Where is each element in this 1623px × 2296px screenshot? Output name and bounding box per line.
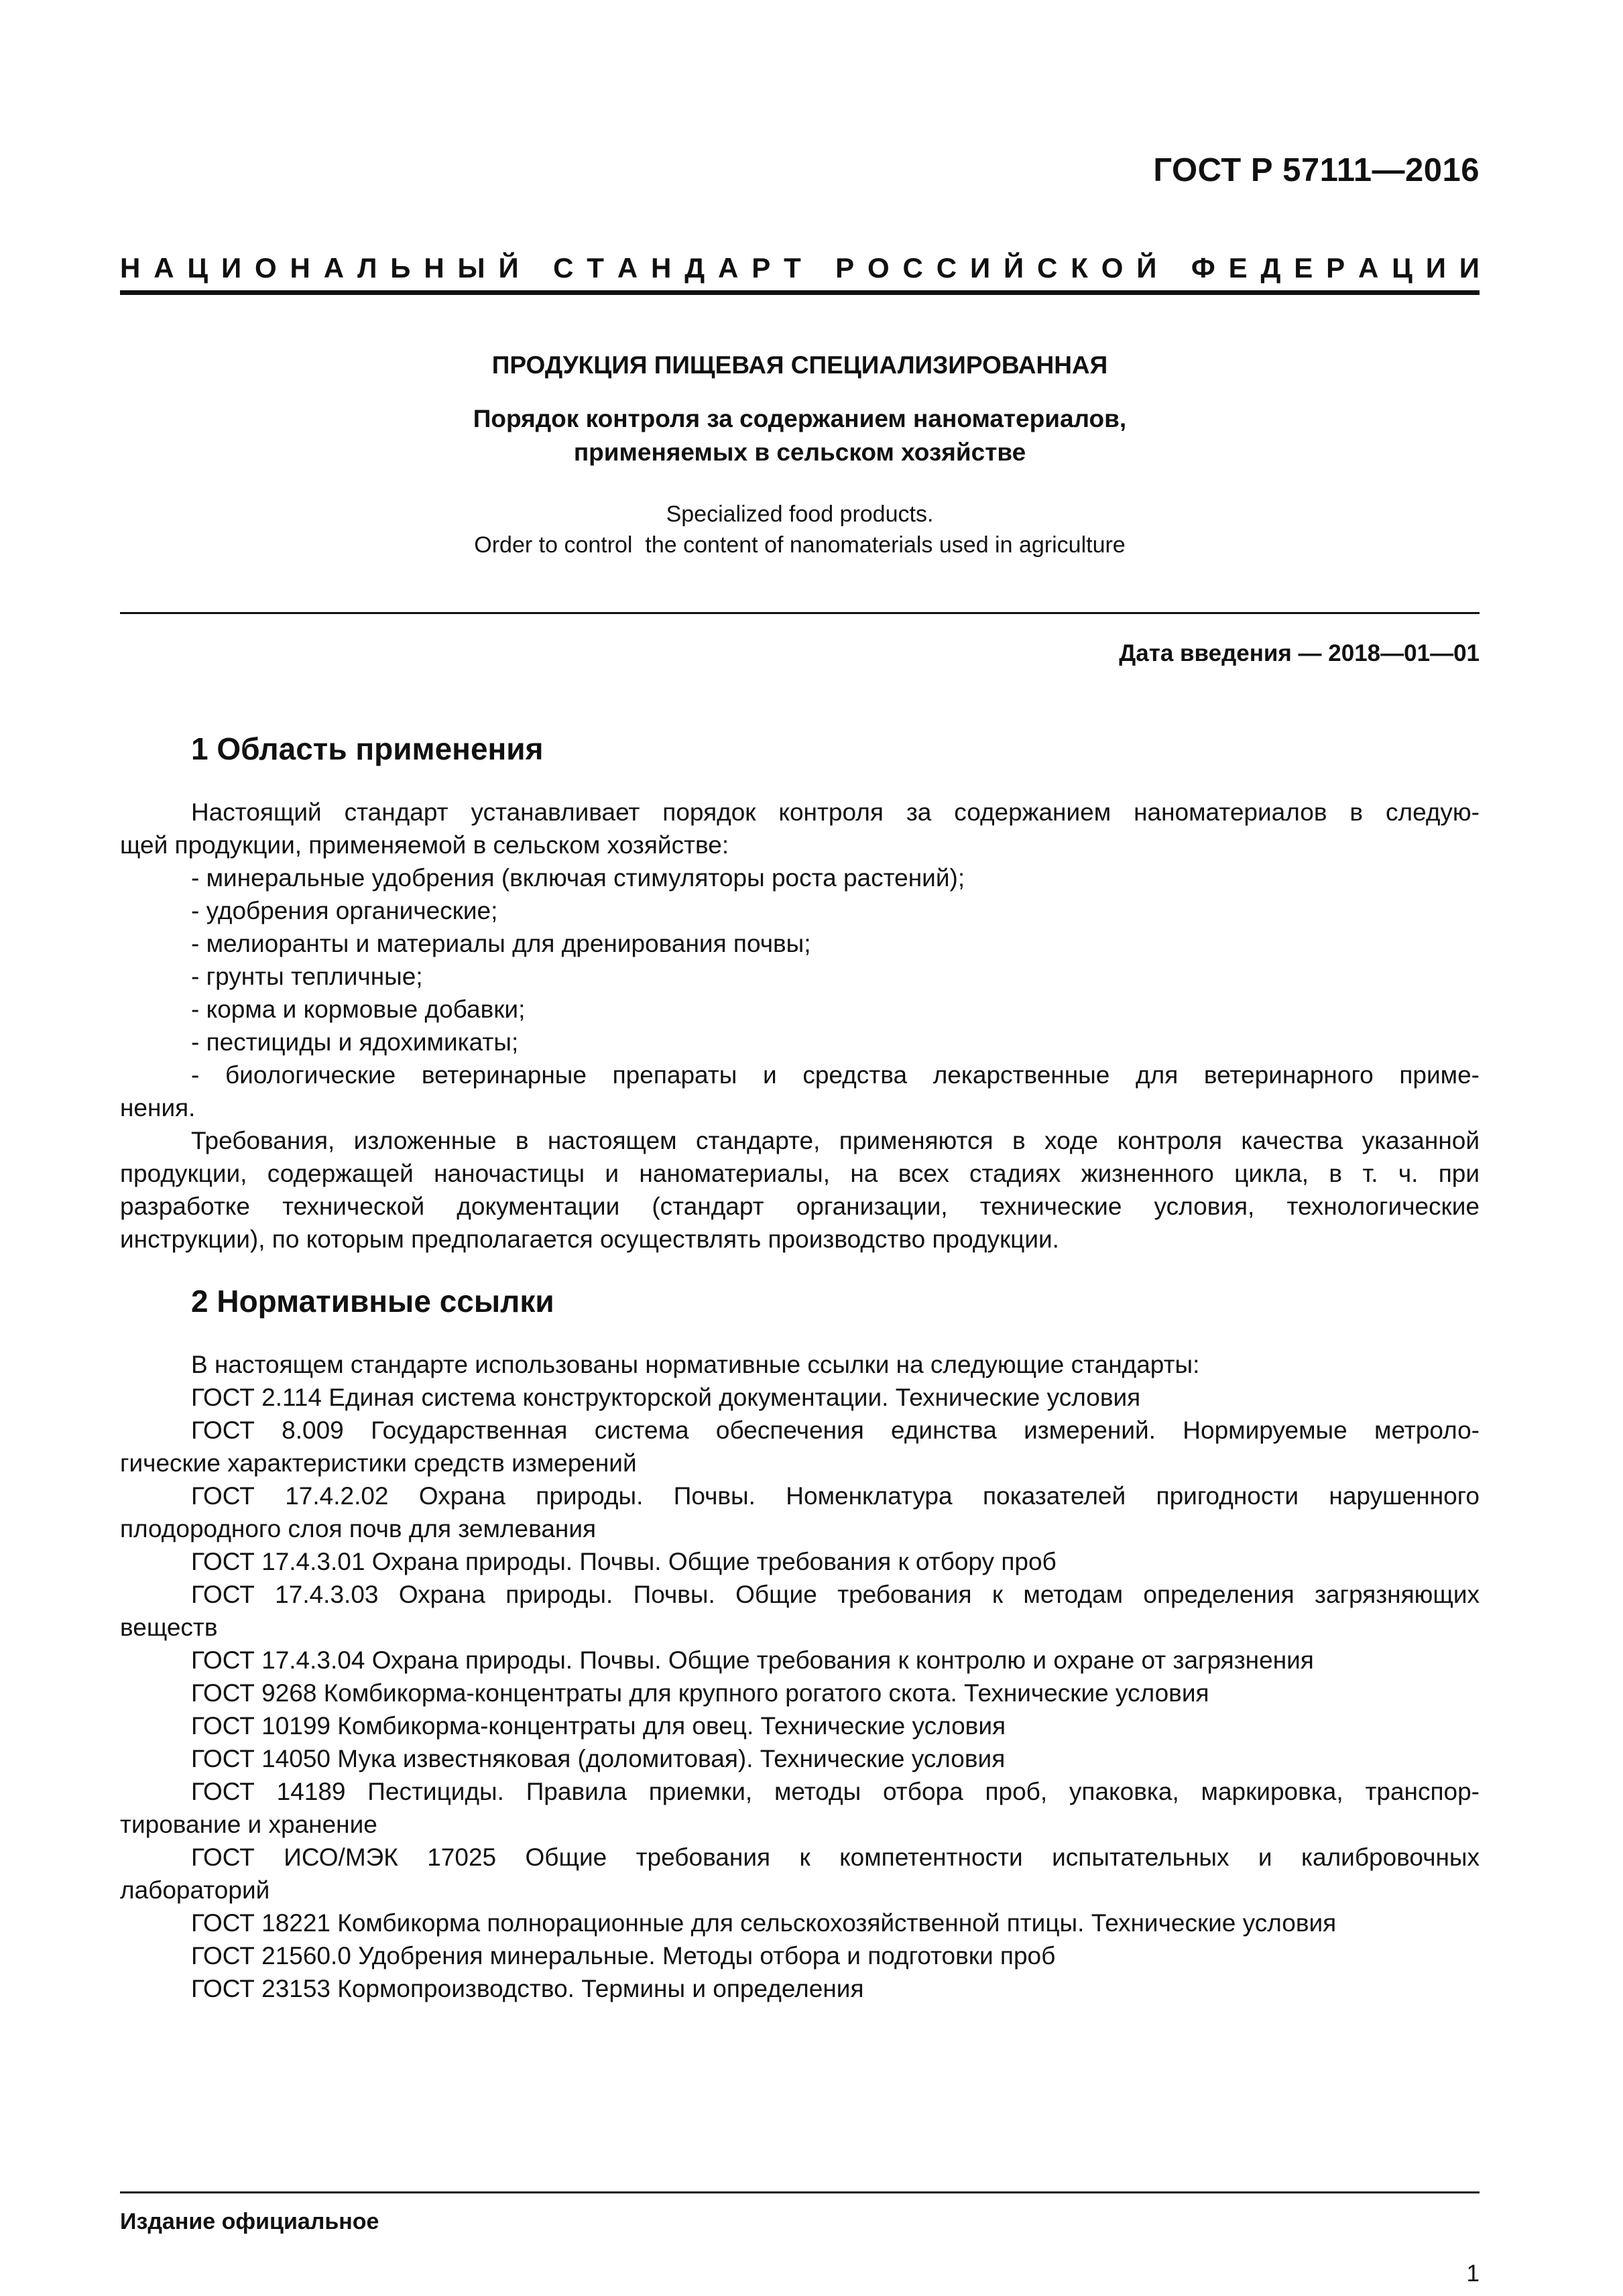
header-letter: О [1101, 252, 1124, 284]
section-1-heading: 1 Область применения [191, 731, 544, 766]
header-word-gap [532, 252, 540, 284]
introduction-date: Дата введения — 2018—01—01 [1119, 640, 1480, 666]
list-item: - корма и кормовые добавки; [191, 995, 526, 1023]
header-letter: Н [424, 252, 444, 284]
header-letter: Т [784, 252, 801, 284]
header-letter: А [617, 252, 638, 284]
text-line: разработке технической документации (стандарт организации, технические условия, технологические [120, 1193, 1480, 1220]
reference-item: плодородного слоя почв для землевания [120, 1515, 597, 1543]
reference-item: лабораторий [120, 1876, 270, 1904]
header-letter: Р [1326, 252, 1345, 284]
list-item: - минеральные удобрения (включая стимуляторы роста растений); [191, 864, 965, 892]
header-letter: Т [587, 252, 604, 284]
reference-item: ГОСТ 8.009 Государственная система обеспечения единства измерений. Нормируемые метроло- [191, 1416, 1480, 1444]
reference-item: веществ [120, 1614, 218, 1641]
reference-item: ГОСТ 21560.0 Удобрения минеральные. Методы отбора и подготовки проб [191, 1942, 1056, 1970]
reference-item: ГОСТ 17.4.2.02 Охрана природы. Почвы. Номенклатура показателей пригодности нарушенного [191, 1482, 1480, 1510]
reference-item: ГОСТ 14189 Пестициды. Правила приемки, методы отбора проб, упаковка, маркировка, транспор- [191, 1778, 1480, 1805]
section-1-body [120, 796, 1480, 1256]
header-letter: С [553, 252, 574, 284]
page-number: 1 [1466, 2260, 1480, 2287]
text-line: щей продукции, применяемой в сельском хозяйстве: [120, 831, 729, 859]
section-2-heading: 2 Нормативные ссылки [191, 1284, 554, 1319]
header-letter: Е [1228, 252, 1248, 284]
text-line: нения. [120, 1094, 196, 1122]
header-letter: Е [1294, 252, 1313, 284]
subtitle-line-2: применяемых в сельском хозяйстве [573, 438, 1026, 466]
reference-item: ГОСТ 9268 Комбикорма-концентраты для крупного рогатого скота. Технические условия [191, 1679, 1209, 1707]
text-line: Настоящий стандарт устанавливает порядок контроля за содержанием наноматериалов в следую- [191, 798, 1480, 826]
header-letter: И [221, 252, 242, 284]
header-letter: Ф [1191, 252, 1215, 284]
reference-item: ГОСТ 14050 Мука известняковая (доломитовая). Технические условия [191, 1745, 1006, 1772]
header-letter: Й [1003, 252, 1024, 284]
reference-item: тирование и хранение [120, 1811, 377, 1838]
header-letter: А [154, 252, 174, 284]
header-letter: О [867, 252, 890, 284]
header-letter: А [718, 252, 739, 284]
list-item: - грунты тепличные; [191, 963, 423, 990]
text-line: инструкции), по которым предполагается осуществлять производство продукции. [120, 1225, 1059, 1253]
english-title [120, 499, 1480, 560]
header-letter: Ц [1392, 252, 1412, 284]
reference-item: ГОСТ 17.4.3.04 Охрана природы. Почвы. Общие требования к контролю и охране от загрязнения [191, 1646, 1314, 1674]
section-2-body [120, 1348, 1480, 2005]
header-word-gap [1170, 252, 1178, 284]
footer-rule [120, 2191, 1480, 2193]
header-letter: Й [1136, 252, 1157, 284]
document-code: ГОСТ Р 57111—2016 [1153, 152, 1480, 188]
header-letter: Й [498, 252, 519, 284]
subtitle-line-1: Порядок контроля за содержанием наноматериалов, [473, 405, 1127, 432]
header-letter: А [1358, 252, 1379, 284]
header-letter: Ы [457, 252, 485, 284]
header-letter: И [1425, 252, 1446, 284]
reference-item: ГОСТ 18221 Комбикорма полнорационные для сельскохозяйственной птицы. Технические условия [191, 1909, 1337, 1937]
list-item: - биологические ветеринарные препараты и средства лекарственные для ветеринарного приме- [191, 1061, 1480, 1089]
header-letter: Р [835, 252, 855, 284]
header-letter: Д [1260, 252, 1281, 284]
list-item: - удобрения органические; [191, 897, 498, 924]
national-standard-header [120, 252, 1480, 284]
text-line: Требования, изложенные в настоящем стандарте, применяются в ходе контроля качества указанной [191, 1127, 1480, 1154]
title-rule [120, 612, 1480, 614]
reference-item: ГОСТ ИСО/МЭК 17025 Общие требования к компетентности испытательных и калибровочных [191, 1844, 1480, 1871]
english-title-line-1: Specialized food products. [666, 501, 934, 527]
document-title: ПРОДУКЦИЯ ПИЩЕВАЯ СПЕЦИАЛИЗИРОВАННАЯ [491, 351, 1108, 379]
document-subtitle [120, 402, 1480, 469]
header-letter: Л [357, 252, 377, 284]
header-letter: С [1037, 252, 1058, 284]
reference-item: ГОСТ 17.4.3.01 Охрана природы. Почвы. Общие требования к отбору проб [191, 1548, 1057, 1575]
header-letter: И [1459, 252, 1480, 284]
reference-item: ГОСТ 17.4.3.03 Охрана природы. Почвы. Общие требования к методам определения загрязняющих [191, 1581, 1480, 1608]
english-title-line-2: Order to control the content of nanomaterials used in agriculture [474, 532, 1126, 558]
list-item: - мелиоранты и материалы для дренирования почвы; [191, 930, 811, 957]
official-edition-label: Издание официальное [120, 2209, 379, 2234]
header-word-gap [815, 252, 823, 284]
header-letter: А [323, 252, 345, 284]
header-rule [120, 290, 1480, 295]
reference-item: гические характеристики средств измерений [120, 1449, 637, 1477]
header-letter: О [255, 252, 277, 284]
text-line: В настоящем стандарте использованы нормативные ссылки на следующие стандарты: [191, 1351, 1200, 1378]
header-letter: Н [651, 252, 672, 284]
reference-item: ГОСТ 23153 Кормопроизводство. Термины и определения [191, 1975, 864, 2002]
header-letter: И [969, 252, 991, 284]
header-letter: К [1071, 252, 1088, 284]
list-item: - пестициды и ядохимикаты; [191, 1028, 519, 1056]
reference-item: ГОСТ 10199 Комбикорма-концентраты для овец. Технические условия [191, 1712, 1006, 1740]
header-letter: Н [290, 252, 310, 284]
header-letter: С [902, 252, 923, 284]
text-line: продукции, содержащей наночастицы и наноматериалы, на всех стадиях жизненного цикла, в т. ч. при [120, 1160, 1480, 1187]
header-letter: Р [752, 252, 771, 284]
reference-item: ГОСТ 2.114 Единая система конструкторской документации. Технические условия [191, 1384, 1141, 1411]
header-letter: С [936, 252, 957, 284]
header-letter: Ц [187, 252, 208, 284]
header-letter: Ь [390, 252, 411, 284]
header-letter: Д [684, 252, 705, 284]
header-letter: Н [120, 252, 141, 284]
